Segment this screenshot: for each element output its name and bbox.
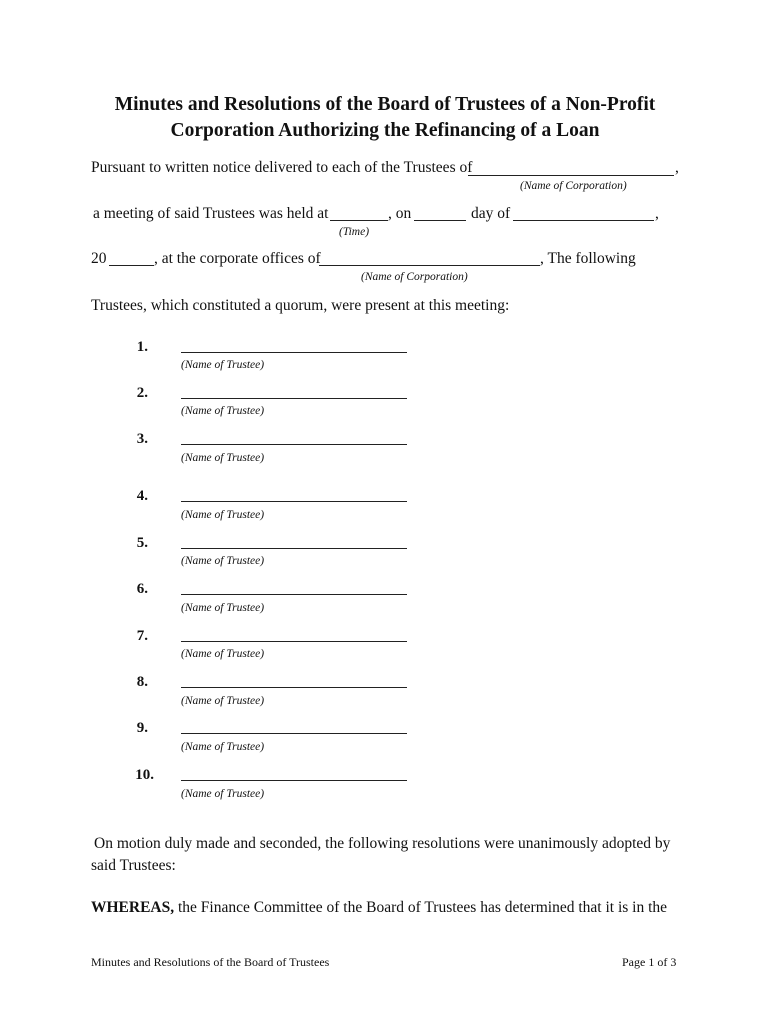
office-corporation-field[interactable] — [319, 265, 540, 266]
trustee-name-label: (Name of Trustee) — [181, 602, 265, 614]
trustee-name-field[interactable] — [181, 444, 407, 445]
trustee-name-label: (Name of Trustee) — [181, 452, 265, 464]
trustee-name-label: (Name of Trustee) — [181, 648, 265, 660]
trustee-name-label: (Name of Trustee) — [181, 741, 265, 753]
meeting-month-field[interactable] — [513, 220, 654, 221]
trustee-name-field[interactable] — [181, 548, 407, 549]
trustee-name-field[interactable] — [181, 687, 407, 688]
following-text: , The following — [540, 250, 636, 267]
trustee-name-label: (Name of Trustee) — [181, 555, 265, 567]
whereas-text: the Finance Committee of the Board of Trustees has determined that it is in the — [178, 899, 668, 916]
trustee-number: 2. — [136, 385, 148, 401]
whereas-keyword: WHEREAS, — [91, 899, 175, 916]
meeting-day-field[interactable] — [414, 220, 466, 221]
trustee-number: 9. — [136, 720, 148, 736]
corporation-name-field[interactable] — [468, 175, 674, 176]
trustee-name-field[interactable] — [181, 501, 407, 502]
trustee-name-label: (Name of Trustee) — [181, 359, 265, 371]
trustee-number: 1. — [136, 339, 148, 355]
document-title-line-2: Corporation Authorizing the Refinancing of a Loan — [170, 120, 600, 141]
trustee-name-label: (Name of Trustee) — [181, 509, 265, 521]
corporation-name-label: (Name of Corporation) — [520, 180, 627, 192]
trustee-number: 4. — [136, 488, 148, 504]
trustee-name-field[interactable] — [181, 780, 407, 781]
on-text: , on — [388, 205, 412, 222]
trustee-number: 6. — [136, 581, 148, 597]
trustee-number: 10. — [135, 767, 154, 783]
motion-text-line-2: said Trustees: — [91, 857, 176, 874]
footer-document-title: Minutes and Resolutions of the Board of Trustees — [91, 955, 330, 969]
trustee-number: 7. — [136, 628, 148, 644]
page-number: Page 1 of 3 — [622, 955, 677, 969]
trustee-number: 5. — [136, 535, 148, 551]
trustee-name-field[interactable] — [181, 641, 407, 642]
trustee-name-field[interactable] — [181, 398, 407, 399]
trustee-name-label: (Name of Trustee) — [181, 405, 265, 417]
notice-text: Pursuant to written notice delivered to each of the Trustees of — [91, 159, 473, 176]
trustee-name-field[interactable] — [181, 733, 407, 734]
trustee-number: 3. — [136, 431, 148, 447]
comma: , — [675, 159, 679, 176]
corporation-name-label: (Name of Corporation) — [361, 271, 468, 283]
trustee-number: 8. — [136, 674, 148, 690]
motion-text-line-1: On motion duly made and seconded, the following resolutions were unanimously adopted by — [94, 835, 671, 852]
whereas-clause — [91, 899, 667, 917]
year-prefix: 20 — [91, 250, 107, 267]
meeting-time-field[interactable] — [330, 220, 388, 221]
trustee-name-label: (Name of Trustee) — [181, 788, 265, 800]
meeting-year-field[interactable] — [109, 265, 154, 266]
trustee-name-field[interactable] — [181, 352, 407, 353]
corporate-offices-text: , at the corporate offices of — [154, 250, 321, 267]
quorum-text: Trustees, which constituted a quorum, were present at this meeting: — [91, 297, 510, 314]
comma: , — [655, 205, 659, 222]
time-label: (Time) — [339, 226, 370, 238]
day-of-text: day of — [471, 205, 511, 222]
trustee-name-label: (Name of Trustee) — [181, 695, 265, 707]
document-title-line-1: Minutes and Resolutions of the Board of Trustees of a Non-Profit — [114, 94, 656, 115]
trustee-name-field[interactable] — [181, 594, 407, 595]
meeting-held-text: a meeting of said Trustees was held at — [93, 205, 329, 222]
